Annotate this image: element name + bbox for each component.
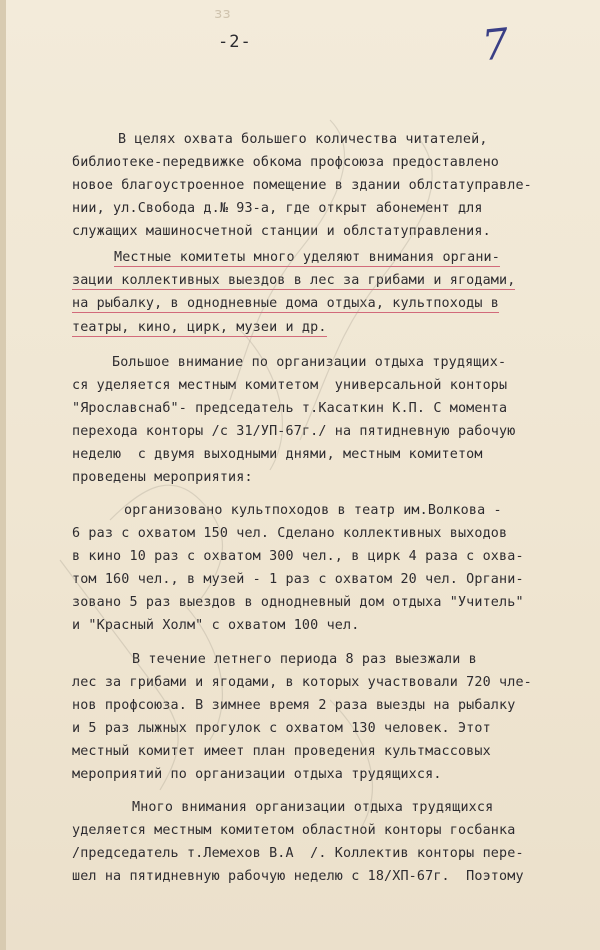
paragraph-6-line-4: шел на пятидневную рабочую неделю с 18/ХП-67г. Поэтому (72, 869, 524, 884)
paragraph-4-line-1: организовано культпоходов в театр им.Волкова - (124, 503, 502, 518)
paragraph-4-line-5: зовано 5 раз выездов в однодневный дом отдыха "Учитель" (72, 595, 524, 610)
paragraph-2-line-3: на рыбалку, в однодневные дома отдыха, культпоходы в (72, 296, 500, 311)
paragraph-3-line-5: неделю с двумя выходными днями, местным комитетом (72, 447, 483, 462)
paragraph-4-line-6: и "Красный Холм" с охватом 100 чел. (72, 618, 360, 633)
bleed-through-mark: ɜɜ (214, 6, 231, 22)
paragraph-3-line-4: перехода конторы /с 31/УП-67г./ на пятидневную рабочую (72, 424, 516, 439)
handwritten-folio-number: 7 (479, 18, 512, 71)
paragraph-4-line-3: в кино 10 раз с охватом 300 чел., в цирк 4 раза с охва- (72, 549, 524, 564)
paragraph-5-line-3: нов профсоюза. В зимнее время 2 раза выезды на рыбалку (72, 698, 516, 713)
paragraph-3-line-6: проведены мероприятия: (72, 470, 253, 485)
paragraph-1-line-1: В целях охвата большего количества читателей, (118, 132, 488, 147)
page-edge-shadow (0, 0, 6, 950)
paragraph-3-line-3: "Ярославснаб"- председатель т.Касаткин К.П. С момента (72, 401, 508, 416)
paragraph-6-line-3: /председатель т.Лемехов В.А /. Коллектив конторы пере- (72, 846, 524, 861)
paragraph-2-line-2: зации коллективных выездов в лес за грибами и ягодами, (72, 273, 516, 288)
paragraph-5-line-6: мероприятий по организации отдыха трудящихся. (72, 767, 442, 782)
paragraph-1-line-3: новое благоустроенное помещение в здании облстатуправле- (72, 178, 532, 193)
paragraph-5-line-5: местный комитет имеет план проведения культмассовых (72, 744, 491, 759)
paragraph-1-line-2: библиотеке-передвижке обкома профсоюза предоставлено (72, 155, 500, 170)
paragraph-5-line-4: и 5 раз лыжных прогулок с охватом 130 человек. Этот (72, 721, 491, 736)
paragraph-6-line-1: Много внимания организации отдыха трудящихся (132, 800, 494, 815)
paragraph-5-line-1: В течение летнего периода 8 раз выезжали в (132, 652, 477, 667)
paragraph-3-line-2: ся уделяется местным комитетом универсальной конторы (72, 378, 508, 393)
paragraph-4-line-2: 6 раз с охватом 150 чел. Сделано коллективных выходов (72, 526, 508, 541)
paragraph-4-line-4: том 160 чел., в музей - 1 раз с охватом 20 чел. Органи- (72, 572, 524, 587)
paragraph-3-line-1: Большое внимание по организации отдыха трудящих- (112, 355, 507, 370)
paragraph-5-line-2: лес за грибами и ягодами, в которых участвовали 720 чле- (72, 675, 532, 690)
paragraph-2-line-1: Местные комитеты много уделяют внимания органи- (114, 250, 500, 265)
paragraph-6-line-2: уделяется местным комитетом областной конторы госбанка (72, 823, 516, 838)
paragraph-2-line-4: театры, кино, цирк, музеи и др. (72, 320, 327, 335)
paragraph-1-line-5: служащих машиносчетной станции и облстатуправления. (72, 224, 491, 239)
paragraph-1-line-4: нии, ул.Свобода д.№ 93-а, где открыт абонемент для (72, 201, 483, 216)
page-number: -2- (218, 32, 252, 52)
